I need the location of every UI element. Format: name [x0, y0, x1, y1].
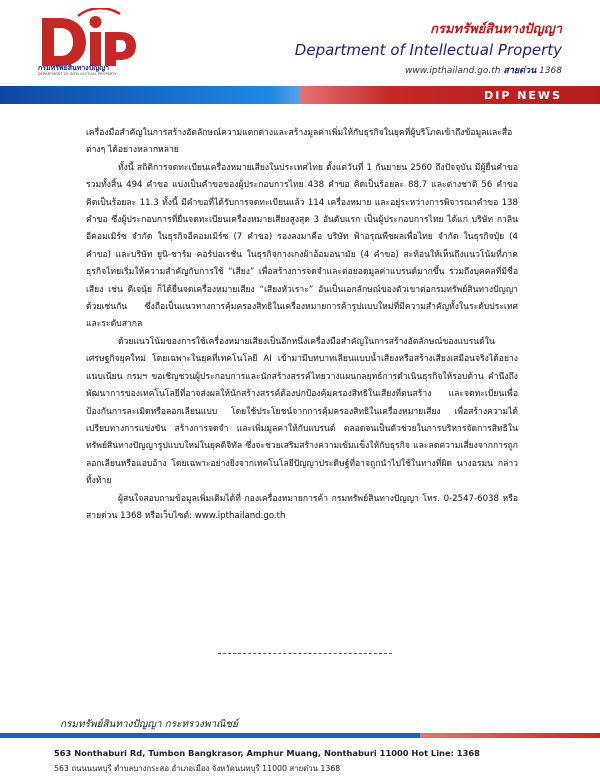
paragraph-2: ทั้งนี้ สถิติการจดทะเบียนเครื่องหมายเสียงในประเทศไทย ตั้งแต่วันที่ 1 กันยายน 2560 ถึงปัจจุบัน มีผู้ยื่นคำขอรวมทั้งสิ้น 494 คำขอ แบ่งเป็นคำขอของผู้ประกอบการไทย 438 คำขอ คิดเป็นร้อยละ 88.7 และต่างชาติ 56 คำขอ คิดเป็นร้อยละ 11.3 ทั้งนี้ มีคำขอที่ได้รับการจดทะเบียนแล้ว 114 เครื่องหมาย และอยู่ระหว่างการพิจารณาคำขอ 138 คำขอ ซึ่งผู้ประกอบการที่ยื่นจดทะเบียนเครื่องหมายเสียงสูงสุด 3 อันดับแรก เป็นผู้ประกอบการไทย ได้แก่ บริษัท กาลิน อีคอมเมิร์ซ จำกัด ในธุรกิจอีคอมเมิร์ซ (7 คำขอ) รองลงมาคือ บริษัท ฟ้าอรุณพืชผลเพื่อไทย จำกัด ในธุรกิจปุ๋ย (4 คำขอ) และบริษัท ยูนิ-ชาร์ม คอร์ปอเรชั่น ในธุรกิจกางเกงผ้าอ้อมอนามัย (4 คำขอ) สะท้อนให้เห็นถึงแนวโน้มที่ภาคธุรกิจไทยเริ่มให้ความสำคัญกับการใช้ “เสียง” เพื่อสร้างการจดจำและต่อยอดมูลค่าแบรนด์มากขึ้น รวมถึงบุคคลที่มีชื่อเสียง เช่น ดีเจนุ้ย ก็ได้ยื่นจดเครื่องหมายเสียง “เสียงหัวเราะ” อันเป็นเอกลักษณ์ของตัวเขาต่อกรมทรัพย์สินทางปัญญาด้วยเช่นกัน ซึ่งถือเป็นแนวทางการคุ้มครองสิทธิในเครื่องหมายการค้ารูปแบบใหม่ที่มีความสำคัญทั้งในระดับประเทศและระดับสากล: [86, 162, 518, 330]
paragraph-4: ผู้สนใจสอบถามข้อมูลเพิ่มเติมได้ที่ กองเครื่องหมายการค้า กรมทรัพย์สินทางปัญญา โทร. 0-2547-6038 หรือสายด่วน 1368 หรือเว็บไซต์: www.ipthailand.go.th: [86, 493, 518, 521]
band-red: [300, 86, 600, 104]
footer-address-en: 563 Nonthaburi Rd, Tumbon Bangkrasor, Amphur Muang, Nonthaburi 11000 Hot Line: 1368: [54, 748, 480, 758]
hotline-label: สายด่วน: [503, 66, 537, 76]
article-body: [86, 125, 518, 525]
org-name-thai: กรมทรัพย์สินทางปัญญา: [430, 22, 562, 37]
hotline-number: 1368: [539, 66, 562, 76]
page-header: [0, 0, 600, 90]
page-footer: [0, 714, 600, 780]
paragraph-1: เครื่องมือสำคัญในการสร้างอัตลักษณ์ความแตกต่างและสร้างมูลค่าเพิ่มให้กับธุรกิจในยุคที่ผู้บริโภคเข้าถึงข้อมูลและสื่อต่างๆ ได้อย่างหลากหลาย: [86, 128, 513, 156]
website-link[interactable]: www.ipthailand.go.th: [405, 66, 501, 76]
org-name-en: Department of Intellectual Property: [294, 41, 562, 59]
paragraph-3: ด้วยแนวโน้มของการใช้เครื่องหมายเสียงเป็นอีกหนึ่งเครื่องมือสำคัญในการสร้างอัตลักษณ์ของแบรนด์ในเศรษฐกิจยุคใหม่ โดยเฉพาะในยุคที่เทคโนโลยี AI เข้ามามีบทบาทเลียนแบบน้ำเสียงหรือสร้างเสียงเสมือนจริงได้อย่างแนบเนียน กรมฯ ขอเชิญชวนผู้ประกอบการและนักสร้างสรรค์ไทยวางแผนกลยุทธ์การดำเนินธุรกิจให้รอบด้าน คำนึงถึงพัฒนาการของเทคโนโลยีที่อาจส่งผลให้นักสร้างสรรค์ต้องปกป้องคุ้มครองสิทธิในเสียงที่ตนสร้าง และจดทะเบียนเพื่อป้องกันการละเมิดหรือลอกเลียนแบบ โดยใช้ประโยชน์จากการคุ้มครองสิทธิในเครื่องหมายเสียง เพื่อสร้างความได้เปรียบทางการแข่งขัน สร้างการจดจำ และเพิ่มมูลค่าให้กับแบรนด์ ตลอดจนเป็นตัวช่วยในการบริหารจัดการสิทธิในทรัพย์สินทางปัญญารูปแบบใหม่ในยุคดิจิทัล ซึ่งจะช่วยเสริมสร้างความเข้มแข็งให้กับธุรกิจ และลดความเสี่ยงจากการถูกลอกเลียนหรือแอบอ้าง โดยเฉพาะอย่างยิ่งจากเทคโนโลยีปัญญาประดิษฐ์ที่อาจถูกนำไปใช้ในทางที่ผิด นางอรมน กล่าวทิ้งท้าย: [86, 336, 518, 487]
news-band: [0, 86, 600, 104]
footer-bar: [0, 733, 600, 738]
footer-org-line: กรมทรัพย์สินทางปัญญา กระทรวงพาณิชย์: [60, 719, 239, 730]
header-contact: [295, 63, 562, 77]
footer-bar-blue: [0, 733, 420, 738]
footer-address-th: 563 ถนนนนทบุรี ตำบลบางกระสอ อำเภอเมือง จังหวัดนนทบุรี 11000 สายด่วน 1368: [54, 764, 341, 773]
footer-bar-red: [420, 733, 600, 738]
header-org-block: [295, 18, 562, 77]
logo-caption: กรมทรัพย์สินทางปัญญา: [38, 64, 110, 72]
news-label: DIP NEWS: [484, 88, 562, 102]
end-divider: [218, 653, 392, 654]
band-blue: [0, 86, 300, 104]
logo-caption-en: DEPARTMENT OF INTELLECTUAL PROPERTY: [38, 72, 117, 76]
